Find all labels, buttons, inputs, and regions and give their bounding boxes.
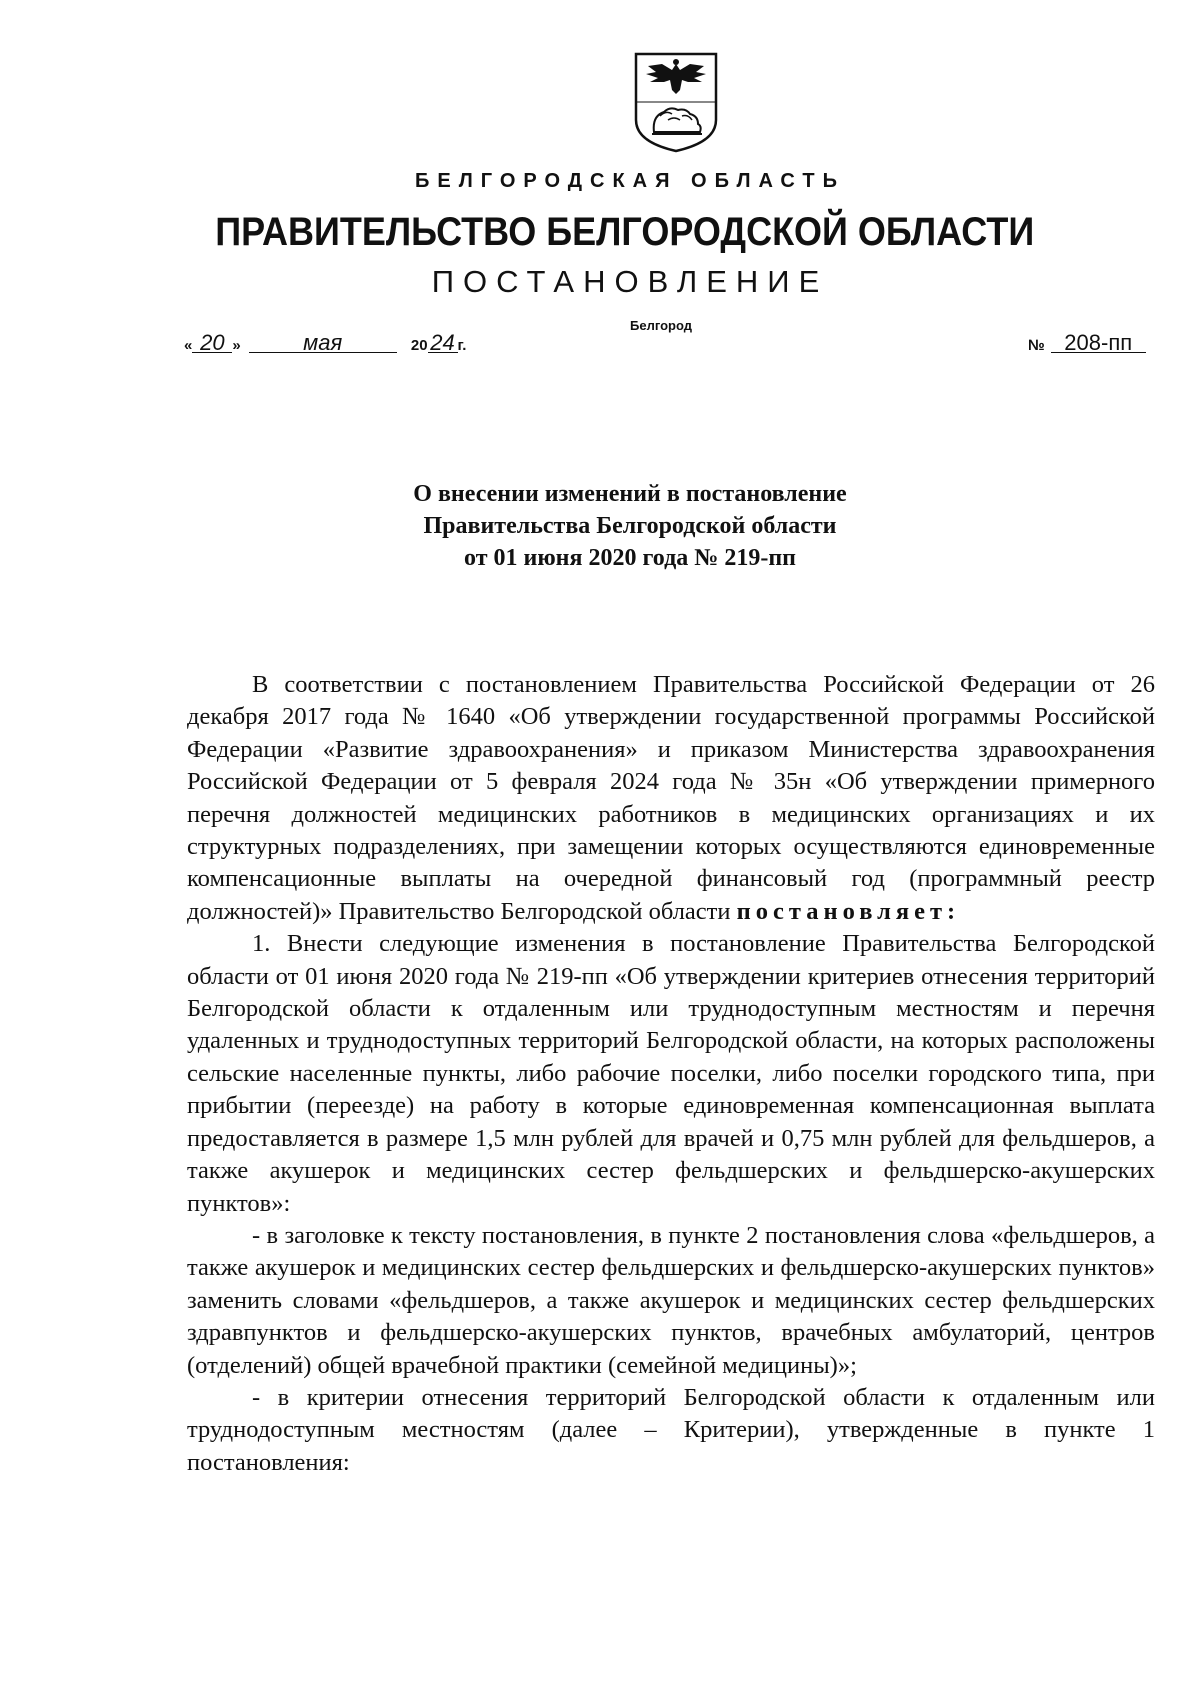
item-1-paragraph: 1. Внести следующие изменения в постановление Правительства Белгородской области от 01 июня 2020 года № 219-пп «Об утверждении критериев отнесения территорий Белгородской области к отдаленным или труднодоступным местностям и перечня удаленных и труднодоступных территорий Белгородской области, на которых расположены сельские населенные пункты, либо рабочие поселки, либо поселки городского типа, при прибытии (переезде) на работу в которые единовременная компенсационная выплата предоставляется в размере 1,5 млн рублей для врачей и 0,75 млн рублей для фельдшеров, а также акушерок и медицинских сестер фельдшерских и фельдшерско-акушерских пунктов»: [187, 930, 1155, 1217]
document-date [184, 330, 467, 355]
bullet-1-paragraph: - в заголовке к тексту постановления, в пункте 2 постановления слова «фельдшеров, а также акушерок и медицинских сестер фельдшерских и фельдшерско-акушерских пунктов» заменить словами «фельдшеров, а также акушерок и медицинских сестер фельдшерских здравпунктов и фельдшерско-акушерских пунктов, врачебных амбулаторий, центров (отделений) общей врачебной практики (семейной медицины)»; [187, 1221, 1155, 1379]
government-name: ПРАВИТЕЛЬСТВО БЕЛГОРОДСКОЙ ОБЛАСТИ [215, 210, 1035, 254]
document-body [187, 669, 1155, 1479]
date-year-suffix: г. [457, 337, 467, 354]
decree-word: постановляет: [736, 897, 961, 925]
document-number [1028, 330, 1146, 355]
region-name: БЕЛГОРОДСКАЯ ОБЛАСТЬ [415, 170, 845, 192]
date-open-quote: « [184, 337, 193, 354]
subject-line: Правительства Белгородской области [423, 513, 837, 539]
city-name: Белгород [630, 318, 692, 333]
date-day: 20 [192, 334, 232, 353]
preamble-text: В соответствии с постановлением Правительства Российской Федерации от 26 декабря 2017 года № 1640 «Об утверждении государственной программы Российской Федерации «Развитие здравоохранения» и приказом Министерства здравоохранения Российской Федерации от 5 февраля 2024 года № 35н «Об утверждении примерного перечня должностей медицинских работников в медицинских организациях и их структурных подразделениях, при замещении которых осуществляются единовременные компенсационные выплаты на очередной финансовый год (программный реестр должностей)» Правительство Белгородской области [187, 671, 1155, 925]
number-value: 208-пп [1051, 334, 1146, 353]
date-month: мая [249, 334, 397, 353]
subject-line: от 01 июня 2020 года № 219-пп [464, 545, 796, 571]
coat-of-arms-icon [632, 50, 720, 154]
date-close-quote: » [232, 337, 241, 354]
document-type: ПОСТАНОВЛЕНИЕ [431, 264, 829, 299]
subject-line: О внесении изменений в постановление [413, 481, 847, 507]
number-label: № [1028, 337, 1045, 354]
document-subject [0, 478, 1200, 574]
bullet-2-paragraph: - в критерии отнесения территорий Белгородской области к отдаленным или труднодоступным местностям (далее – Критерии), утвержденные в пункте 1 постановления: [187, 1383, 1155, 1476]
date-century: 20 [410, 337, 428, 354]
preamble-paragraph [187, 669, 1155, 928]
date-year: 24 [428, 334, 458, 353]
